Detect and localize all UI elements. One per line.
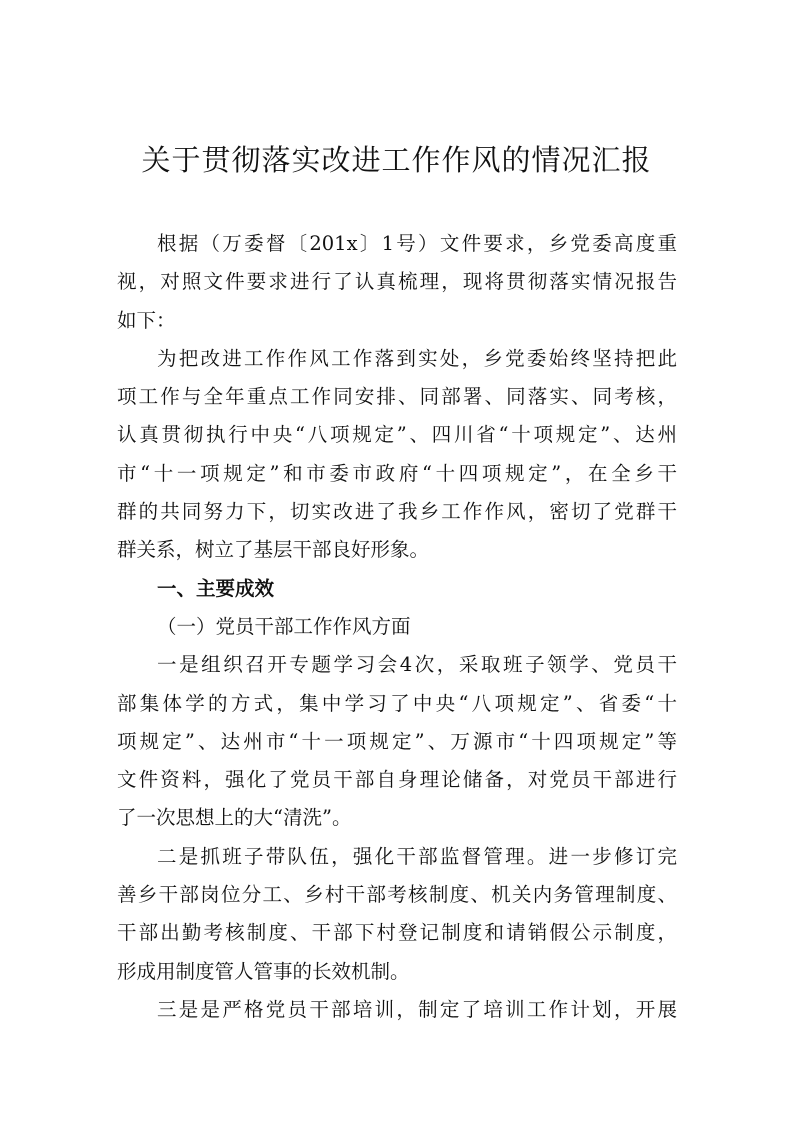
paragraph-line: 项工作与全年重点工作同安排、同部署、同落实、同考核， [117,385,677,409]
paragraph-line: 群的共同努力下，切实改进了我乡工作作风，密切了党群干 [117,500,677,524]
paragraph-line: 善乡干部岗位分工、乡村干部考核制度、机关内务管理制度、 [117,883,677,907]
paragraph-line: 形成用制度管人管事的长效机制。 [117,959,410,983]
paragraph-line: 二是抓班子带队伍，强化干部监督管理。进一步修订完 [157,844,677,868]
paragraph-line: 一是组织召开专题学习会4次，采取班子领学、党员干 [157,653,677,677]
paragraph-line: 市“十一项规定”和市委市政府“十四项规定”，在全乡干 [117,461,677,485]
paragraph-line: 文件资料，强化了党员干部自身理论储备，对党员干部进行 [117,768,677,792]
paragraph-line: 干部出勤考核制度、干部下村登记制度和请销假公示制度， [117,921,677,945]
paragraph-line: 视，对照文件要求进行了认真梳理，现将贯彻落实情况报告 [117,270,677,294]
paragraph-line: 群关系，树立了基层干部良好形象。 [117,538,430,562]
paragraph-line: 认真贯彻执行中央“八项规定”、四川省“十项规定”、达州 [117,423,677,447]
section-heading: 一、主要成效 [157,576,275,600]
document-body [117,225,677,1029]
paragraph-line: 如下： [117,308,176,332]
paragraph-line: 项规定”、达州市“十一项规定”、万源市“十四项规定”等 [117,729,677,753]
subsection-heading: （一）党员干部工作作风方面 [157,614,411,638]
paragraph-line: 部集体学的方式，集中学习了中央“八项规定”、省委“十 [117,691,677,715]
paragraph-line: 根据（万委督〔201x〕1号）文件要求，乡党委高度重 [157,232,677,255]
paragraph-line: 三是是严格党员干部培训，制定了培训工作计划，开展 [157,997,677,1021]
document-title: 关于贯彻落实改进工作作风的情况汇报 [141,143,652,177]
paragraph-line: 为把改进工作作风工作落到实处，乡党委始终坚持把此 [157,346,677,370]
paragraph-line: 了一次思想上的大“清洗”。 [117,806,352,830]
